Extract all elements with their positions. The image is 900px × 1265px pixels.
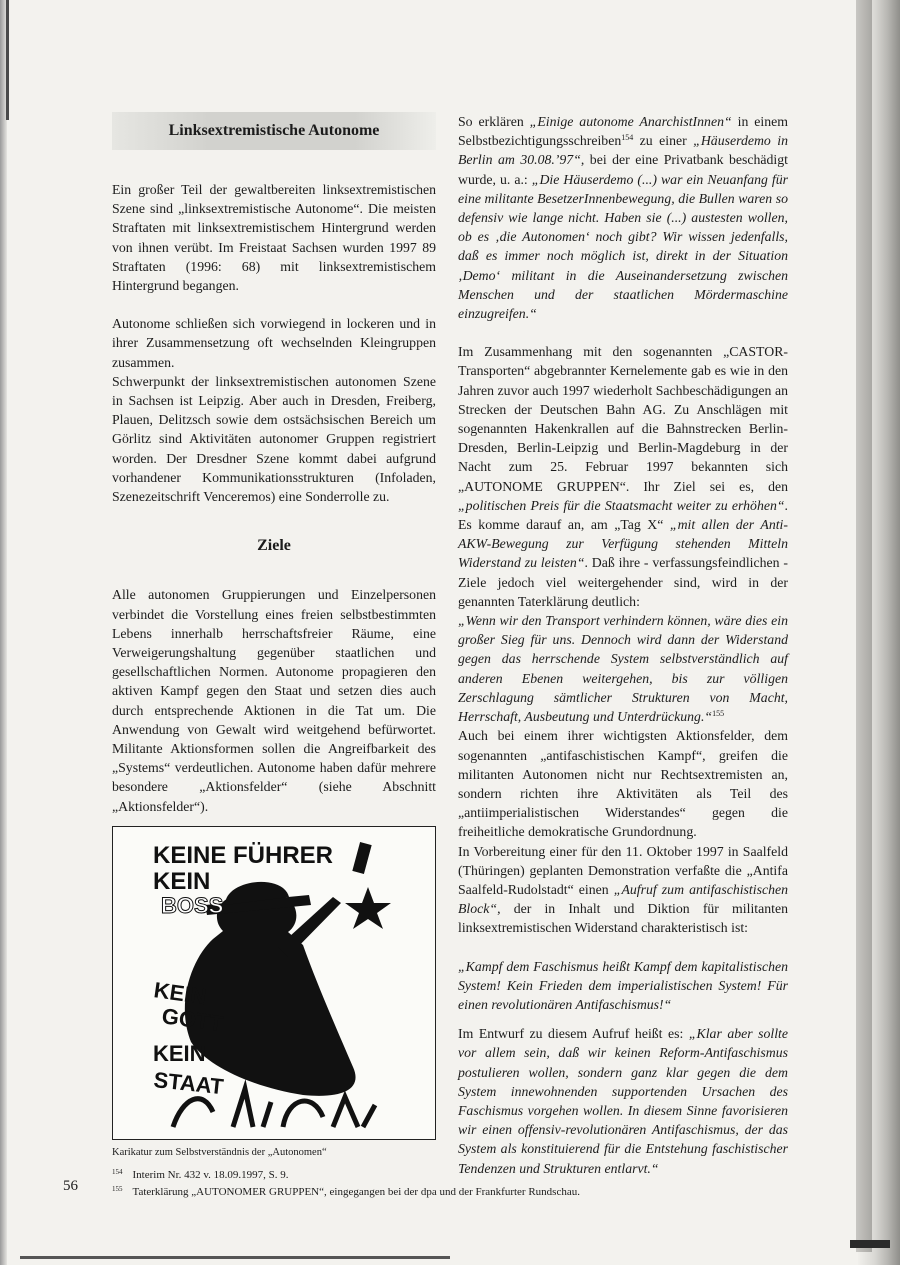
paragraph xyxy=(458,957,788,1015)
text: In Vorbereitung einer für den 11. Oktober 1997 in Saalfeld (Thüringen) geplanten Demonstration verfaßte die „Antifa Saalfeld-Rudolstadt“ einen xyxy=(458,843,788,897)
footnote-ref[interactable]: 155 xyxy=(712,709,725,719)
footnote-ref[interactable]: 154 xyxy=(621,133,634,143)
text: zu einer xyxy=(633,133,694,149)
text: . Es komme darauf an, am „Tag X“ xyxy=(458,497,788,533)
scan-bottom-line xyxy=(20,1256,450,1259)
footnote-text: Interim Nr. 432 v. 18.09.1997, S. 9. xyxy=(132,1169,289,1181)
footnote xyxy=(112,1165,289,1182)
scan-edge-left xyxy=(0,0,7,1265)
section-heading-ziele: Ziele xyxy=(257,537,291,555)
cartoon-text: KEIN xyxy=(153,1040,206,1066)
paragraph: Auch bei einem ihrer wichtigsten Aktionsfelder, dem sogenannten „antifaschistischen Kampf“, greifen die militanten Autonomen nicht nur Rechtsextremisten an, sondern richten ihre Aktivitäten als Teil des „antiimperialistischen Widerstandes“ gegen die freiheitliche demokratische Grundordnung. xyxy=(458,728,788,840)
quote: „mit allen der Anti-AKW-Bewegung zur Verfügung stehenden Mitteln Widerstand zu leisten“ xyxy=(458,517,788,571)
left-column xyxy=(112,112,436,1160)
paragraph: Alle autonomen Gruppierungen und Einzelpersonen verbindet die Vorstellung eines freien selbstbestimmten Lebens innerhalb herrschaftsfreier Räume, eine Verweigerungshaltung gegenüber staatlichen und gesellschaftlichen Normen. Autonome propagieren den aktiven Kampf gegen den Staat und setzen dies auch durch entsprechende Aktionen in die Tat um. Die Anwendung von Gewalt wird weitgehend befürwortet. Militante Aktionsformen sollen die Angreifbarkeit des „Systems“ verdeutlichen. Autonome haben dafür mehrere besondere „Aktionsfelder“ (siehe Abschnitt „Aktionsfelder“). xyxy=(112,587,436,814)
text: So erklären xyxy=(458,114,530,129)
paragraph xyxy=(458,1024,788,1178)
scan-binding-shadow xyxy=(856,0,872,1252)
image-caption: Karikatur zum Selbstverständnis der „Autonomen“ xyxy=(112,1146,327,1158)
text: Im Entwurf zu diesem Aufruf heißt es: xyxy=(458,1026,689,1042)
text: in einem Selbstbezichtigungsschreiben xyxy=(458,114,788,149)
paragraph xyxy=(458,611,788,726)
scan-edge-mark xyxy=(6,0,9,120)
paragraph xyxy=(458,112,788,323)
paragraph xyxy=(458,842,788,938)
cartoon-image xyxy=(112,826,436,1140)
quote: „politischen Preis für die Staatsmacht weiter zu erhöhen“ xyxy=(458,497,785,513)
page-number: 56 xyxy=(63,1178,78,1194)
cartoon-text: STAAT xyxy=(152,1067,225,1100)
text: . Daß ihre - verfassungsfeindlichen - Ziele jedoch viel weitergehender sind, wird in der genannten Taterklärung deutlich: xyxy=(458,555,788,609)
quote: „Aufruf zum antifaschistischen Block“ xyxy=(458,881,788,917)
text: , bei der eine Privatbank beschädigt wurde, u. a.: xyxy=(458,152,788,187)
footnote-text: Taterklärung „AUTONOMER GRUPPEN“, eingegangen bei der dpa und der Frankfurter Rundschau. xyxy=(132,1186,580,1198)
cartoon-text: BOSS xyxy=(161,892,224,918)
paragraph: Schwerpunkt der linksextremistischen autonomen Szene in Sachsen ist Leipzig. Aber auch in Dresden, Freiberg, Plauen, Delitzsch sowie dem ostsächsischen Bereich um Görlitz sind Aktivitäten autonomer Gruppen registriert worden. Der Dresdner Szene kommt dabei aufgrund vorhandener Kommunikationsstrukturen (Infoladen, Szenezeitschrift Venceremos) eine Sonderrolle zu. xyxy=(112,373,436,505)
cartoon-text: KEIN xyxy=(153,867,211,895)
quote: „Wenn wir den Transport verhindern können, wäre dies ein großer Sieg für uns. Dennoch wird dann der Widerstand gegen das herrschende System selbstverständlich auf anderen Ebenen weitergehen, bis zur völligen Zerschlagung sämtlicher Strukturen von Macht, Herrschaft, Ausbeutung und Unterdrückung.“ xyxy=(458,613,788,725)
text: , der in Inhalt und Diktion für militanten linksextremistischen Widerstand charakteristisch ist: xyxy=(458,901,788,936)
footnote-number: 155 xyxy=(112,1185,123,1193)
paragraph xyxy=(458,342,788,611)
cartoon-drawing xyxy=(113,827,435,1139)
footnote-number: 154 xyxy=(112,1168,123,1176)
quote: „Häuserdemo in Berlin am 30.08.’97“ xyxy=(458,133,788,168)
cartoon-text: KEINE FÜHRER xyxy=(153,841,334,869)
paragraph: Ein großer Teil der gewaltbereiten linksextremistischen Szene sind „linksextremistische Autonome“. Die meisten Straftaten mit linksextremistischem Hintergrund werden von ihnen verübt. Im Freistaat Sachsen wurden 1997 89 Straftaten (1996: 68) mit linksextremistischem Hintergrund begangen. xyxy=(112,182,436,294)
text: Im Zusammenhang mit den sogenannten „CASTOR-Transporten“ abgebrannter Kernelemente gab es wie in den Jahren zuvor auch 1997 wiederholt Sachbeschädigungen an Strecken der Deutschen Bahn AG. Zu Anschlägen mit sogenannten Hakenkrallen auf die Bahnstrecken Berlin-Dresden, Berlin-Leipzig und Berlin-Magdeburg in der Nacht zum 25. Februar 1997 bekannten sich „AUTONOME GRUPPEN“. Ihr Ziel sei es, den xyxy=(458,344,788,494)
paragraph: Autonome schließen sich vorwiegend in lockeren und in ihrer Zusammensetzung oft wechselnden Kleingruppen zusammen. xyxy=(112,316,436,370)
right-column xyxy=(458,112,788,1178)
quote: „Kampf dem Faschismus heißt Kampf dem kapitalistischen System! Kein Frieden dem imperialistischen System! Für einen revolutionären Antifaschismus!“ xyxy=(458,958,788,1012)
cartoon-text: KEIN xyxy=(152,977,208,1010)
cartoon-text: GOTT xyxy=(160,1003,225,1037)
section-heading-autonome: Linksextremistische Autonome xyxy=(112,112,436,150)
scan-edge-corner xyxy=(850,1240,890,1248)
quote: „Klar aber sollte vor allem sein, daß wir keinen Reform-Antifaschismus postulieren wollen, sondern ganz klar gegen die dem System innewohnenden supportenden Ursachen des Faschismus vorgehen wollen. In diesem Sinne favorisieren wir einen offensiv-revolutionären Antifaschismus, der das System als konstituierend für die Entstehung faschistischer Tendenzen und Strukturen entlarvt.“ xyxy=(458,1026,789,1176)
footnote xyxy=(112,1182,580,1199)
quote: „Die Häuserdemo (...) war ein Neuanfang für eine militante BesetzerInnenbewegung, die Bullen waren so defensiv wie lange nicht. Haben sie (...) austesten wollen, ob es ‚die Autonomen‘ noch gibt? Wir wissen jedenfalls, daß es immer noch möglich ist, direkt in der Situation ‚Demo‘ militant in die Auseinandersetzung zwischen Menschen und der staatlichen Mördermaschine einzugreifen.“ xyxy=(458,171,789,322)
quote: „Einige autonome AnarchistInnen“ xyxy=(529,114,732,129)
